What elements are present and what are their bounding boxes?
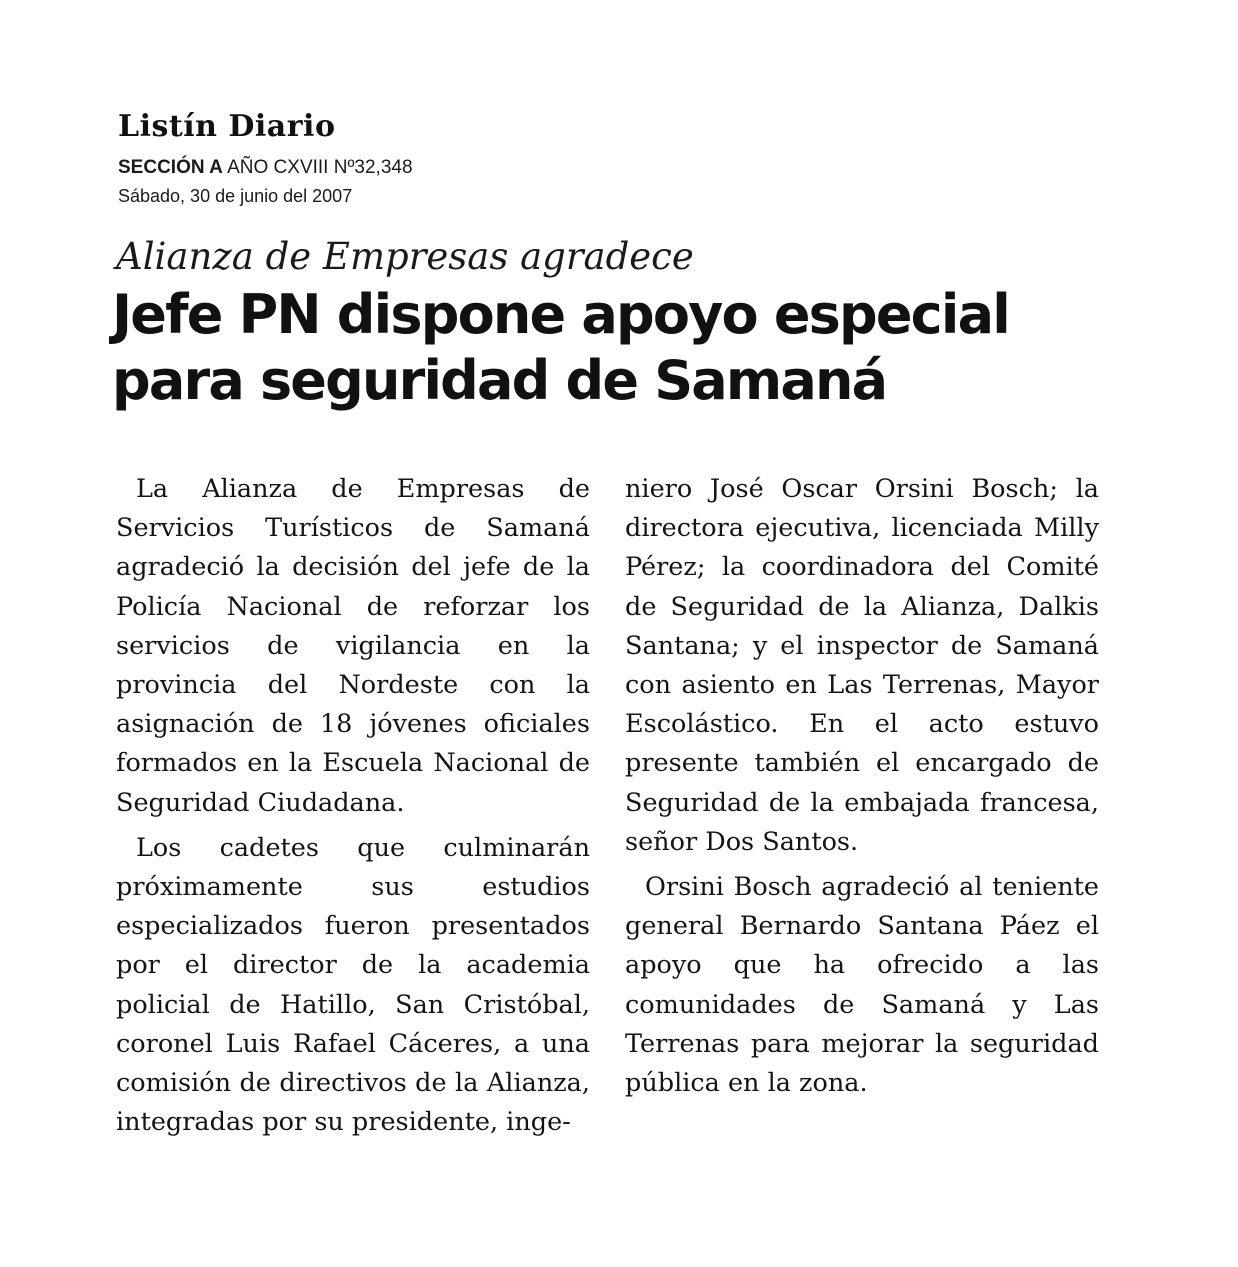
publication-date: Sábado, 30 de junio del 2007	[118, 186, 353, 206]
section-label: SECCIÓN A	[118, 157, 223, 178]
headline-line-2: para seguridad de Samaná	[112, 349, 887, 412]
section-issue-line	[118, 156, 458, 180]
issue-label: AÑO CXVIII Nº32,348	[222, 157, 413, 178]
masthead	[118, 108, 458, 208]
article-headline	[112, 282, 1112, 414]
body-paragraph: La Alianza de Empresas de Servicios Turísticos de Samaná agradeció la decisión del jefe de la Policía Nacional de reforzar los servicios de vigilancia en la provincia del Nordeste con la asignación de 18 jóvenes oficiales formados en la Escuela Nacional de Seguridad Ciudadana.	[116, 474, 590, 818]
headline-line-1: Jefe PN dispone apoyo especial	[112, 283, 1009, 346]
body-paragraph: niero José Oscar Orsini Bosch; la directora ejecutiva, licenciada Milly Pérez; la coordinadora del Comité de Seguridad de la Alianza, Dalkis Santana; y el inspector de Samaná con asiento en Las Terrenas, Mayor Escolástico. En el acto estuvo presente también el encargado de Seguridad de la embajada francesa, señor Dos Santos.	[625, 474, 1099, 857]
article-column-left	[116, 470, 590, 1142]
newspaper-logo: Listín Diario	[118, 109, 336, 144]
body-paragraph: Orsini Bosch agradeció al teniente general Bernardo Santana Páez el apoyo que ha ofrecido a las comunidades de Samaná y Las Terrenas para mejorar la seguridad pública en la zona.	[625, 872, 1099, 1099]
article-column-right	[625, 470, 1099, 1103]
body-paragraph: Los cadetes que culminarán próximamente sus estudios especializados fueron presentados por el director de la academia policial de Hatillo, San Cristóbal, coronel Luis Rafael Cáceres, a una comisión de directivos de la Alianza, integradas por su presidente, inge-	[116, 832, 590, 1138]
article-kicker: Alianza de Empresas agradece	[116, 235, 694, 278]
